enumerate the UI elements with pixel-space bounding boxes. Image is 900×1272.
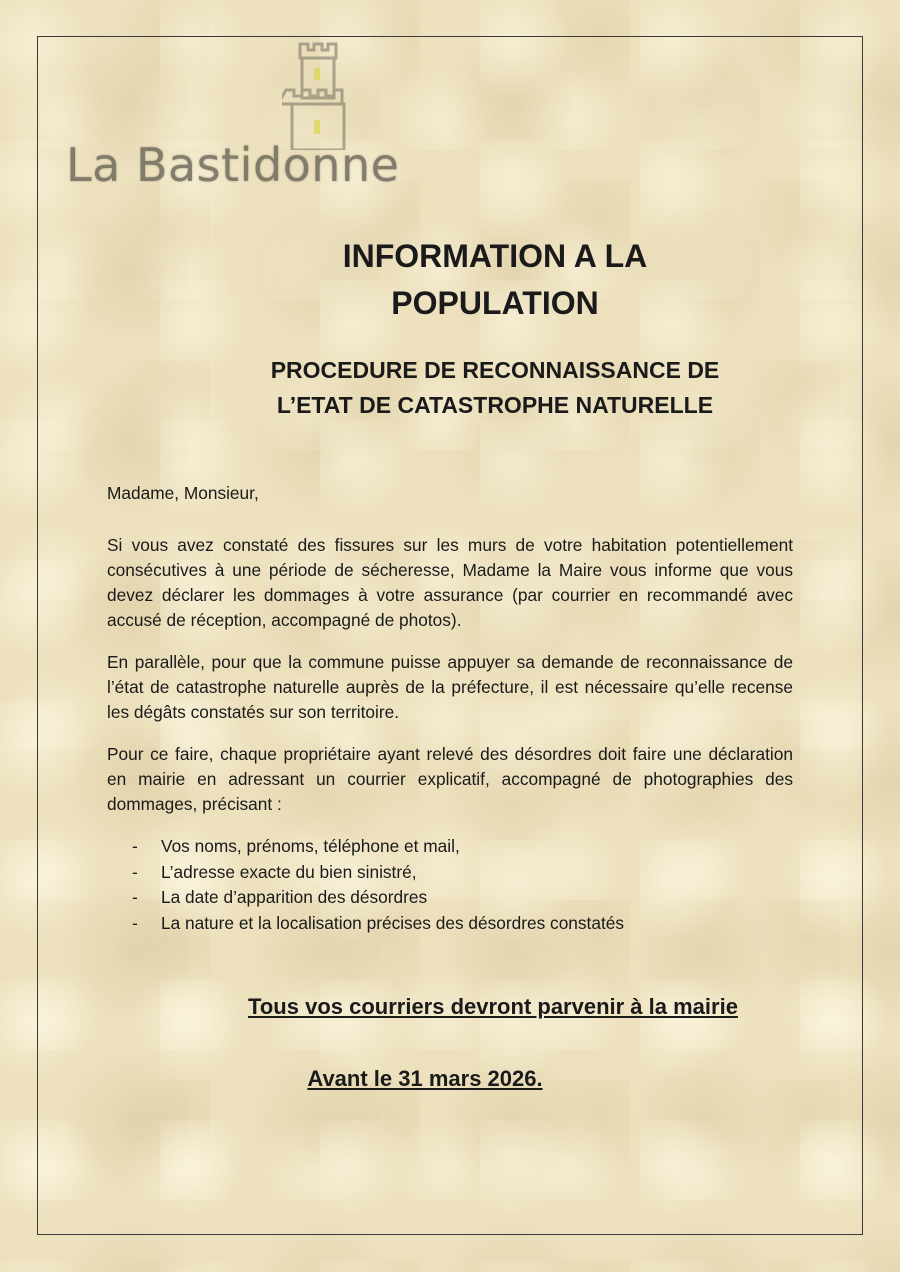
paragraph-3: Pour ce faire, chaque propriétaire ayant relevé des désordres doit faire une déclaration en mairie en adressant un courrier explicatif, accompagné de photographies des dommages, précisant : bbox=[107, 744, 793, 814]
paragraph-2: En parallèle, pour que la commune puisse appuyer sa demande de reconnaissance de l’état de catastrophe naturelle auprès de la préfecture, il est nécessaire qu’elle recense les dégâts constatés sur son territoire. bbox=[107, 652, 793, 722]
list-item: - Vos noms, prénoms, téléphone et mail, bbox=[107, 834, 793, 860]
logo-text: La Bastidonne bbox=[66, 138, 400, 192]
requirements-list bbox=[107, 834, 793, 936]
title-line-2: POPULATION bbox=[391, 285, 599, 321]
paragraph-1: Si vous avez constaté des fissures sur les murs de votre habitation potentiellement consécutives à une période de sécheresse, Madame la Maire vous informe que vous devez déclarer les dommages à votre assurance (par courrier en recommandé avec accusé de réception, accompagné de photos). bbox=[107, 535, 793, 630]
subtitle-line-1: PROCEDURE DE RECONNAISSANCE DE bbox=[270, 357, 720, 383]
page-subtitle bbox=[215, 353, 775, 423]
subtitle-line-2: L’ETAT DE CATASTROPHE NATURELLE bbox=[276, 392, 714, 418]
deadline-notice: Tous vos courriers devront parvenir à la mairie bbox=[248, 994, 738, 1019]
logo bbox=[66, 40, 400, 192]
list-item: - L’adresse exacte du bien sinistré, bbox=[107, 860, 793, 886]
title-line-1: INFORMATION A LA bbox=[342, 238, 648, 274]
list-item: - La date d’apparition des désordres bbox=[107, 885, 793, 911]
deadline-date: Avant le 31 mars 2026. bbox=[307, 1066, 543, 1091]
page-title bbox=[245, 233, 745, 327]
tower-icon bbox=[282, 40, 352, 150]
greeting: Madame, Monsieur, bbox=[107, 483, 259, 503]
list-item: - La nature et la localisation précises des désordres constatés bbox=[107, 911, 793, 937]
letter-body bbox=[107, 481, 793, 936]
